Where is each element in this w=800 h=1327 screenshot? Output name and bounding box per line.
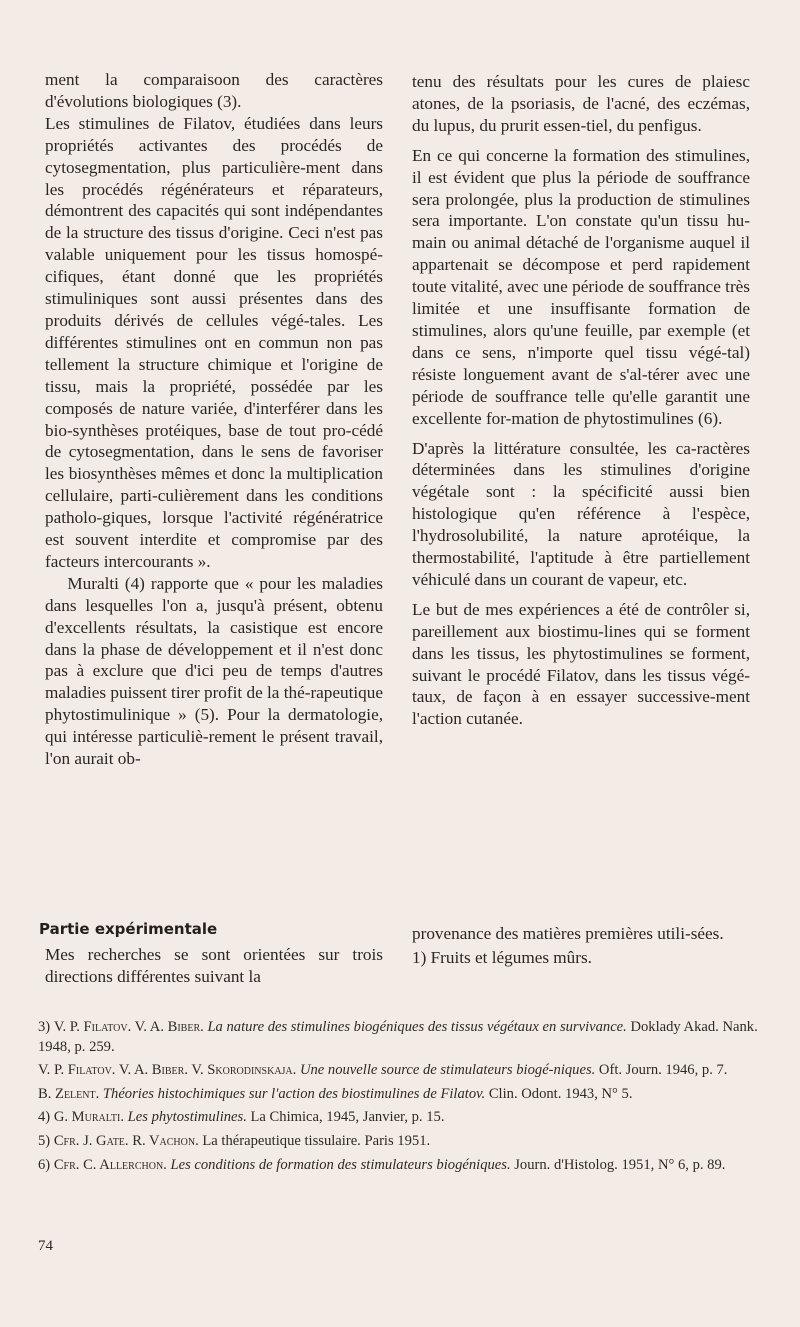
paragraph: ment la comparaisoon des caractères d'évolutions biologiques (3). bbox=[45, 70, 383, 111]
paragraph: provenance des matières premières utili-sées. bbox=[412, 924, 724, 943]
section-right-text bbox=[412, 923, 750, 969]
footnote-number: 6) bbox=[38, 1156, 54, 1173]
footnote-authors: B. Zelent. bbox=[38, 1085, 100, 1102]
footnote bbox=[38, 1085, 780, 1105]
list-item: 1) Fruits et légumes mûrs. bbox=[412, 947, 592, 967]
footnote-title: Théories histochimiques sur l'action des biostimulines de Filatov. bbox=[102, 1085, 486, 1102]
footnote-title: Les phytostimulines. bbox=[127, 1109, 247, 1126]
page-number: 74 bbox=[38, 1238, 53, 1254]
footnote bbox=[38, 1018, 780, 1057]
footnote-source: La Chimica, 1945, Janvier, p. 15. bbox=[246, 1109, 445, 1126]
footnote-source: Oft. Journ. 1946, p. 7. bbox=[595, 1062, 728, 1079]
section-heading: Partie expérimentale bbox=[39, 920, 218, 938]
footnote-title: La nature des stimulines biogéniques des tissus végétaux en survivance. bbox=[207, 1019, 627, 1035]
footnote-authors: V. P. Filatov. V. A. Biber. bbox=[53, 1019, 204, 1035]
footnote-number: 4) bbox=[38, 1109, 54, 1126]
footnote bbox=[38, 1132, 780, 1152]
footnote-title: Les conditions de formation des stimulateurs biogéniques. bbox=[170, 1156, 511, 1173]
footnote bbox=[38, 1156, 780, 1176]
footnote-authors: Cfr. C. Allerchon. bbox=[53, 1156, 167, 1173]
footnote-authors: G. Muralti. bbox=[53, 1109, 125, 1126]
footnote-authors: V. P. Filatov. V. A. Biber. V. Skorodinskaja. bbox=[38, 1062, 297, 1079]
paragraph: Muralti (4) rapporte que « pour les maladies dans lesquelles l'on a, jusqu'à présent, obtenu d'excellents résultats, la casistique est encore dans la phase de développement et il n'est donc pas à exclure que d'ici peu de temps d'autres maladies puissent tirer profit de la thé-rapeutique phytostimulinique » (5). Pour la dermatologie, qui intéresse particuliè-rement le présent travail, l'on aurait ob- bbox=[45, 573, 383, 769]
left-column bbox=[45, 69, 383, 770]
paragraph: Mes recherches se sont orientées sur trois directions différentes suivant la bbox=[45, 945, 383, 986]
paragraph: D'après la littérature consultée, les ca-ractères déterminées dans les stimulines d'origine végétale sont : la spécificité aussi bien histologique qu'en référence à l'espèce, l'hydrosolubilité, la nature aprotéique, la thermostabilité, l'aptitude à être partiellement véhiculé dans un courant de vapeur, etc. bbox=[412, 438, 750, 589]
footnote bbox=[38, 1061, 780, 1081]
footnote-source: Journ. d'Histolog. 1951, N° 6, p. 89. bbox=[510, 1156, 726, 1173]
footnotes bbox=[38, 1018, 780, 1179]
paragraph: Les stimulines de Filatov, étudiées dans leurs propriétés activantes des procédés de cytosegmentation, plus particulière-ment dans les procédés régénérateurs et réparateurs, démontrent des capacités qui sont indépendantes de la structure des tissus d'origine. Ceci n'est pas valable uniquement pour les tissus homospé-cifiques, étant donné que les propriétés stimuliniques sont aussi présentes dans des produits dérivés de cellules végé-tales. Les différentes stimulines ont en commun non pas tellement la structure chimique et l'origine de tissu, mais la propriété, possédée par les composés de nature variée, d'interférer dans les bio-synthèses protéiques, base de tout pro-cédé de cytosegmentation, dans le sens de favoriser les biosynthèses mêmes et donc la multiplication cellulaire, parti-culièrement dans les conditions patholo-giques, lorsque l'activité régénératrice est souvent interdite et compromise par des facteurs intercourants ». bbox=[45, 113, 383, 571]
section-left-text bbox=[45, 944, 383, 988]
footnote bbox=[38, 1108, 780, 1128]
footnote-authors: Cfr. J. Gate. R. Vachon. bbox=[53, 1132, 199, 1149]
paragraph: tenu des résultats pour les cures de plaiesc atones, de la psoriasis, de l'acné, des eczémas, du lupus, du prurit essen-tiel, du penfigus. bbox=[412, 72, 750, 135]
footnote-source: Clin. Odont. 1943, N° 5. bbox=[485, 1085, 633, 1102]
footnote-source: La thérapeutique tissulaire. Paris 1951. bbox=[198, 1132, 431, 1149]
footnote-source: Doklady Akad. Nank. 1948, p. 259. bbox=[38, 1019, 758, 1055]
right-column bbox=[412, 71, 750, 730]
footnote-title: Une nouvelle source de stimulateurs biogé-niques. bbox=[299, 1062, 596, 1079]
paragraph: Le but de mes expériences a été de contrôler si, pareillement aux biostimu-lines qui se forment dans les tissus, les phytostimulines se forment, suivant le procédé Filatov, dans les tissus végé-taux, de façon à en essayer successive-ment l'action cutanée. bbox=[412, 599, 750, 729]
footnote-number: 3) bbox=[38, 1019, 54, 1035]
footnote-number: 5) bbox=[38, 1132, 54, 1149]
paragraph: En ce qui concerne la formation des stimulines, il est évident que plus la période de souffrance sera prolongée, plus la production de stimulines sera importante. L'on constate qu'un tissu hu-main ou animal détaché de l'organisme auquel il appartenait se décompose et perd rapidement toute vitalité, avec une période de souffrance très limitée et une insuffisante formation de stimulines, alors qu'une feuille, par exemple (et dans ce sens, n'importe quel tissu végé-tal) résiste longuement avant de s'al-térer avec une période de souffrance telle qu'elle garantit une excellente for-mation de phytostimulines (6). bbox=[412, 145, 750, 428]
